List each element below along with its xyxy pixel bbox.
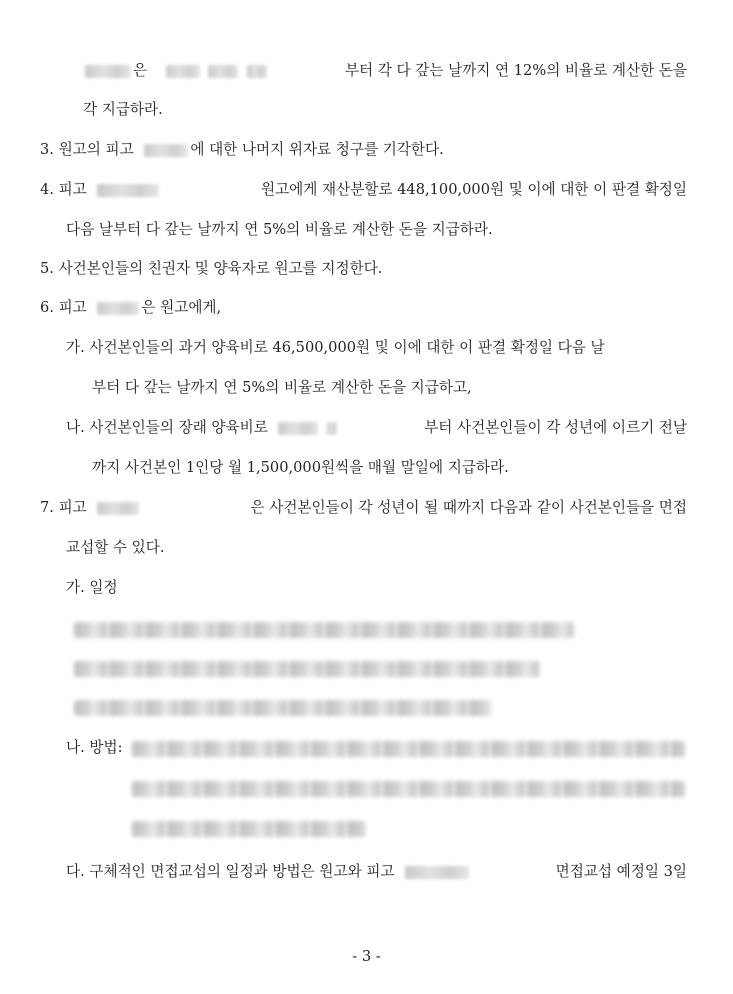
redacted-schedule-line: [74, 661, 540, 677]
redacted-name: [97, 502, 139, 515]
clause-3: 3. 원고의 피고 에 대한 나머지 위자료 청구를 기각한다.: [40, 141, 444, 158]
redacted-date: [278, 422, 318, 435]
clause-7: 7. 피고 은 사건본인들이 각 성년이 될 때까지 다음과 같이 사건본인들을 면접: [40, 499, 687, 516]
redacted-name: [144, 144, 188, 157]
redacted-name: [405, 866, 469, 879]
clause-7-c: 다. 구체적인 면접교섭의 일정과 방법은 원고와 피고 면접교섭 예정일 3일: [66, 863, 687, 880]
clause-4-end: 다음 날부터 다 갚는 날까지 연 5%의 비율로 계산한 돈을 지급하라.: [66, 221, 493, 238]
redacted-date: [166, 65, 200, 78]
clause-2-continuation: 은 부터 각 다 갚는 날까지 연 12%의 비율로 계산한 돈을: [83, 61, 687, 81]
clause-5: 5. 사건본인들의 친권자 및 양육자로 원고를 지정한다.: [40, 260, 383, 277]
redacted-method-line: [132, 741, 685, 757]
page-number: - 3 -: [352, 948, 381, 965]
redacted-name: [85, 65, 131, 78]
clause-2-end: 각 지급하라.: [83, 101, 163, 118]
redacted-name: [97, 184, 159, 197]
clause-6-b: 나. 사건본인들의 장래 양육비로 부터 사건본인들이 각 성년에 이르기 전날: [66, 419, 687, 436]
clause-6: 6. 피고 은 원고에게,: [40, 299, 222, 316]
clause-6-b-end: 까지 사건본인 1인당 월 1,500,000원씩을 매월 말일에 지급하라.: [92, 459, 509, 476]
redacted-date: [247, 65, 267, 78]
redacted-schedule-line: [74, 622, 574, 638]
redacted-method-line: [132, 821, 366, 837]
redacted-method-line: [132, 781, 685, 797]
redacted-date: [208, 65, 238, 78]
clause-6-a: 가. 사건본인들의 과거 양육비로 46,500,000원 및 이에 대한 이 판결 확정일 다음 날: [66, 339, 605, 356]
clause-7-a-heading: 가. 일정: [66, 579, 118, 596]
clause-7-b-heading: 나. 방법:: [66, 739, 123, 756]
redacted-date: [327, 422, 337, 435]
redacted-schedule-line: [74, 700, 492, 716]
clause-7-end: 교섭할 수 있다.: [66, 539, 165, 556]
redacted-name: [97, 302, 139, 315]
clause-6-a-end: 부터 다 갚는 날까지 연 5%의 비율로 계산한 돈을 지급하고,: [92, 379, 472, 396]
clause-4: 4. 피고 원고에게 재산분할로 448,100,000원 및 이에 대한 이 판결 확정일: [40, 181, 687, 198]
